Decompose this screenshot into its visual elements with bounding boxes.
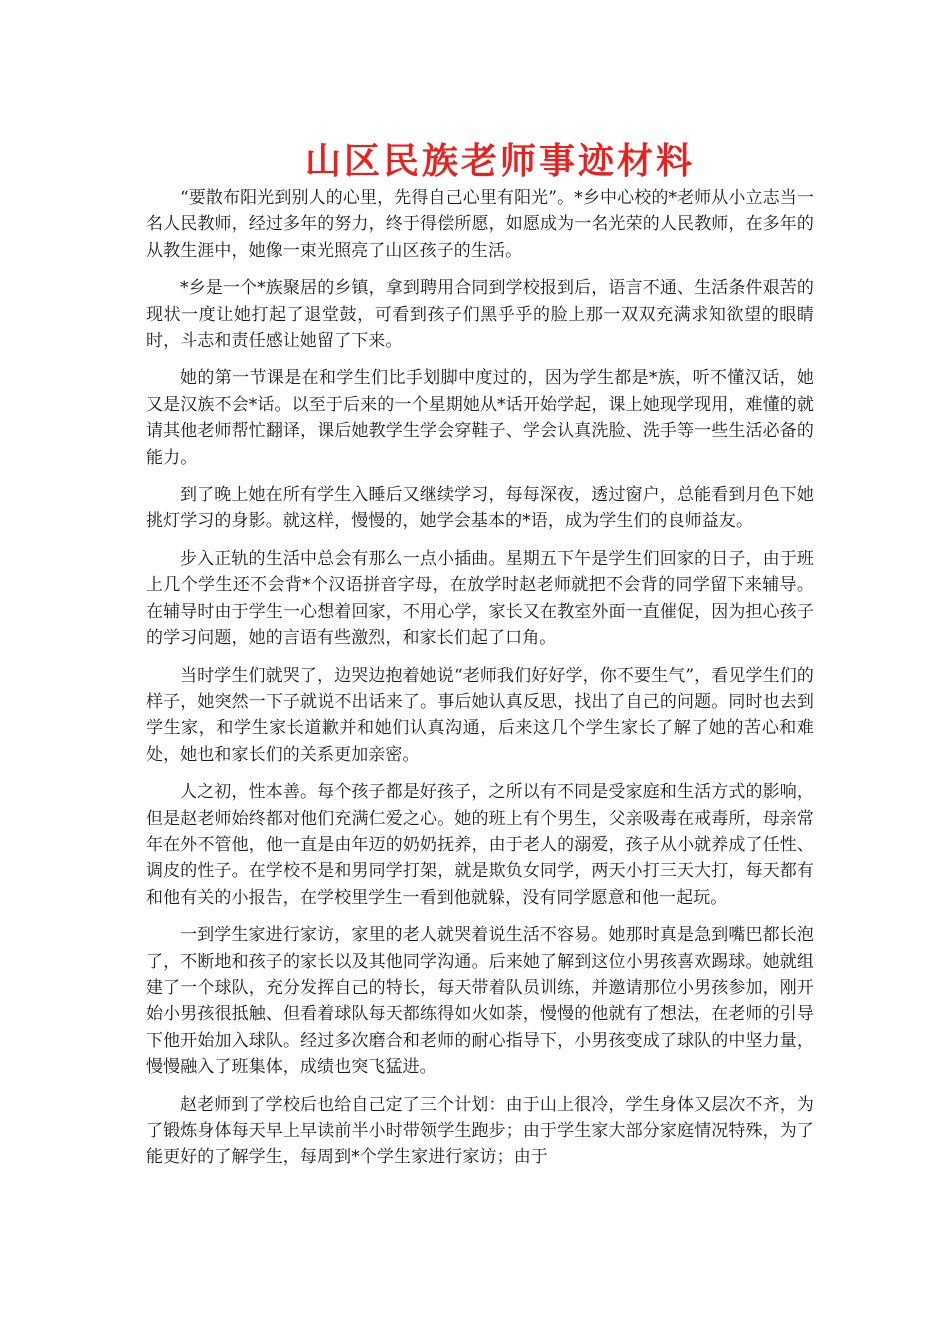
paragraph-8: 一到学生家进行家访，家里的老人就哭着说生活不容易。她那时真是急到嘴巴都长泡了，不断地和孩子的家长以及其他同学沟通。后来她了解到这位小男孩喜欢踢球。她就组建了一个球队，充分发挥自己的特长，每天带着队员训练，并邀请那位小男孩参加，刚开始小男孩很抵触、但看着球队每天都练得如火如荼，慢慢的他就有了想法，在老师的引导下他开始加入球队。经过多次磨合和老师的耐心指导下，小男孩变成了球队的中坚力量，慢慢融入了班集体，成绩也突飞猛进。 [146, 925, 814, 1078]
paragraph-2: *乡是一个*族聚居的乡镇，拿到聘用合同到学校报到后，语言不通、生活条件艰苦的现状一度让她打起了退堂鼓，可看到孩子们黑乎乎的脸上那一双双充满求知欲望的眼睛时，斗志和责任感让她留了下来。 [146, 278, 814, 352]
document-title: 山区民族老师事迹材料 [304, 140, 695, 182]
paragraph-6: 当时学生们就哭了，边哭边抱着她说“老师我们好好学，你不要生气”，看见学生们的样子，她突然一下子就说不出话来了。事后她认真反思，找出了自己的问题。同时也去到学生家，和学生家长道歉并和她们认真沟通，后来这几个学生家长了解了她的苦心和难处，她也和家长们的关系更加亲密。 [146, 665, 814, 765]
paragraph-7: 人之初，性本善。每个孩子都是好孩子，之所以有不同是受家庭和生活方式的影响，但是赵老师始终都对他们充满仁爱之心。她的班上有个男生，父亲吸毒在戒毒所，母亲常年在外不管他，他一直是由年迈的奶奶抚养，由于老人的溺爱，孩子从小就养成了任性、调皮的性子。在学校不是和男同学打架，就是欺负女同学，两天小打三天大打，每天都有和他有关的小报告，在学校里学生一看到他就躲，没有同学愿意和他一起玩。 [146, 782, 814, 908]
document-body [146, 185, 814, 1182]
paragraph-4: 到了晚上她在所有学生入睡后又继续学习，每每深夜，透过窗户，总能看到月色下她挑灯学习的身影。就这样，慢慢的，她学会基本的*语，成为学生们的良师益友。 [146, 485, 814, 532]
paragraph-3: 她的第一节课是在和学生们比手划脚中度过的，因为学生都是*族，听不懂汉话，她又是汉族不会*话。以至于后来的一个星期她从*话开始学起，课上她现学现用，难懂的就请其他老师帮忙翻译，课后她教学生学会穿鞋子、学会认真洗脸、洗手等一些生活必备的能力。 [146, 368, 814, 468]
paragraph-5: 步入正轨的生活中总会有那么一点小插曲。星期五下午是学生们回家的日子，由于班上几个学生还不会背*个汉语拼音字母，在放学时赵老师就把不会背的同学留下来辅导。在辅导时由于学生一心想着回家，不用心学，家长又在教室外面一直催促，因为担心孩子的学习问题，她的言语有些激烈，和家长们起了口角。 [146, 548, 814, 649]
paragraph-1: “要散布阳光到别人的心里，先得自己心里有阳光”。*乡中心校的*老师从小立志当一名人民教师，经过多年的努力，终于得偿所愿，如愿成为一名光荣的人民教师，在多年的从教生涯中，她像一束光照亮了山区孩子的生活。 [146, 188, 814, 261]
paragraph-9: 赵老师到了学校后也给自己定了三个计划：由于山上很冷，学生身体又层次不齐，为了锻炼身体每天早上早读前半小时带领学生跑步；由于学生家大部分家庭情况特殊，为了能更好的了解学生，每周到*个学生家进行家访；由于 [146, 1094, 814, 1168]
